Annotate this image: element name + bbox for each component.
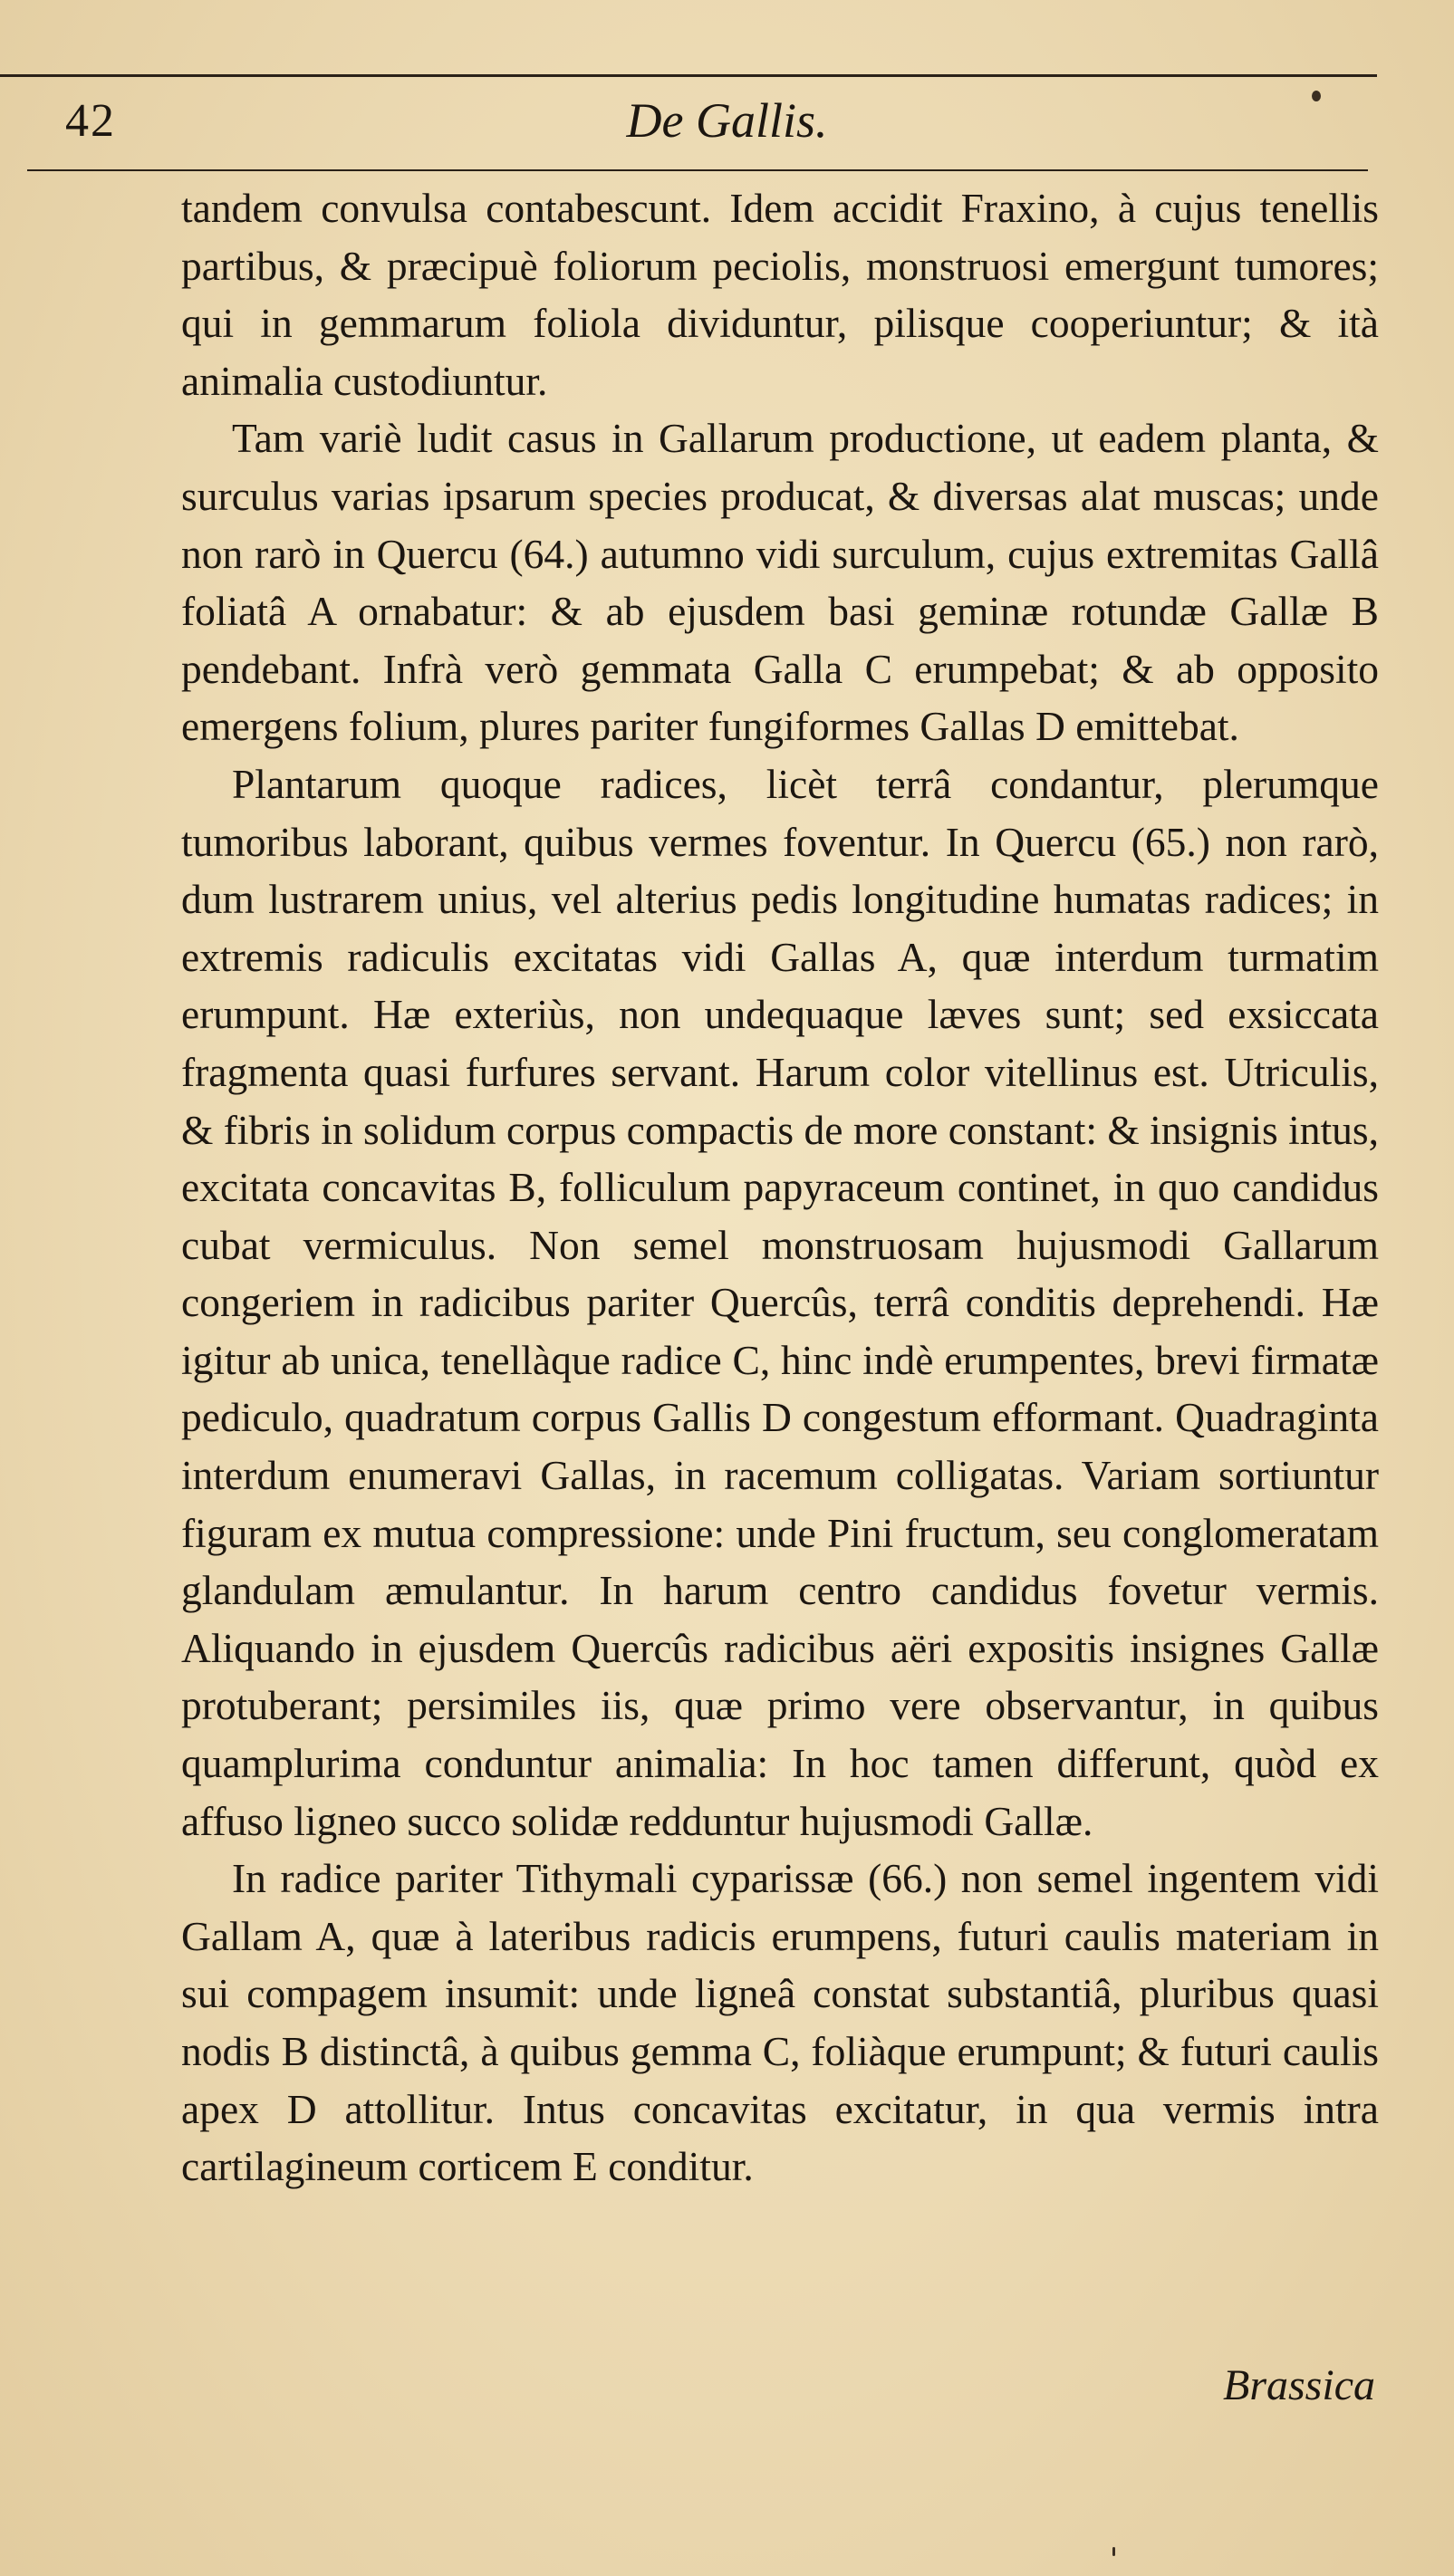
body-text: [181, 179, 1379, 2196]
running-head: De Gallis.: [626, 93, 828, 148]
paragraph-continuation: tandem convulsa contabescunt. Idem accidit Fraxino, à cujus tenellis partibus, & præcipuè foliorum peciolis, monstruosi emergunt tumores; qui in gemmarum foliola dividuntur, pilisque cooperiuntur; & ità animalia custodiuntur.: [181, 185, 1379, 404]
ink-speck: [1312, 91, 1321, 101]
catchword: Brassica: [1223, 2361, 1375, 2409]
header-rule-top: [0, 74, 1377, 77]
page-number: 42: [65, 95, 116, 147]
paragraph-root-galls: Plantarum quoque radices, licèt terrâ condantur, plerumque tumoribus laborant, quibus vermes foventur. In Quercu (65.) non rarò, dum lustrarem unius, vel alterius pedis longitudine humatas radices; in extremis radiculis excitatas vidi Gallas A, quæ interdum turmatim erumpunt. Hæ exteriùs, non undequaque læves sunt; sed exsiccata fragmenta quasi furfures servant. Harum color vitellinus est. Utriculis, & fibris in solidum corpus compactis de more constant: & insignis intus, excitata concavitas B, folliculum papyraceum continet, in quo candidus cubat vermiculus. Non semel monstruosam hujusmodi Gallarum congeriem in radicibus pariter Quercûs, terrâ conditis deprehendi. Hæ igitur ab unica, tenellàque radice C, hinc indè erumpentes, brevi firmatæ pediculo, quadratum corpus Gallis D congestum efformant. Quadraginta interdum enumeravi Gallas, in racemum colligatas. Variam sortiuntur figuram ex mutua compressione: unde Pini fructum, seu conglomeratam glandulam æmulantur. In harum centro candidus fovetur vermis. Aliquando in ejusdem Quercûs radicibus aëri expositis insignes Gallæ protuberant; persimiles iis, quæ primo vere observantur, in quibus quamplurima conduntur animalia: In hoc tamen differunt, quòd ex affuso ligneo succo solidæ redduntur hujusmodi Gallæ.: [181, 760, 1379, 1844]
paragraph-galls-on-oak-twig: Tam variè ludit casus in Gallarum productione, ut eadem planta, & surculus varias ipsarum species producat, & diversas alat muscas; unde non rarò in Quercu (64.) autumno vidi surculum, cujus extremitas Gallâ foliatâ A ornabatur: & ab ejusdem basi geminæ rotundæ Gallæ B pendebant. Infrà verò gemmata Galla C erumpebat; & ab opposito emergens folium, plures pariter fungiformes Gallas D emittebat.: [181, 415, 1379, 750]
ink-speck: [1112, 2547, 1115, 2556]
paragraph-tithymalus-gall: In radice pariter Tithymali cyparissæ (66.) non semel ingentem vidi Gallam A, quæ à lateribus radicis erumpens, futuri caulis materiam in sui compagem insumit: unde ligneâ constat substantiâ, pluribus quasi nodis B distinctâ, à quibus gemma C, foliàque erumpunt; & futuri caulis apex D attollitur. Intus concavitas excitatur, in qua vermis intra cartilagineum corticem E conditur.: [181, 1855, 1379, 2190]
header-rule-bottom: [27, 169, 1368, 171]
